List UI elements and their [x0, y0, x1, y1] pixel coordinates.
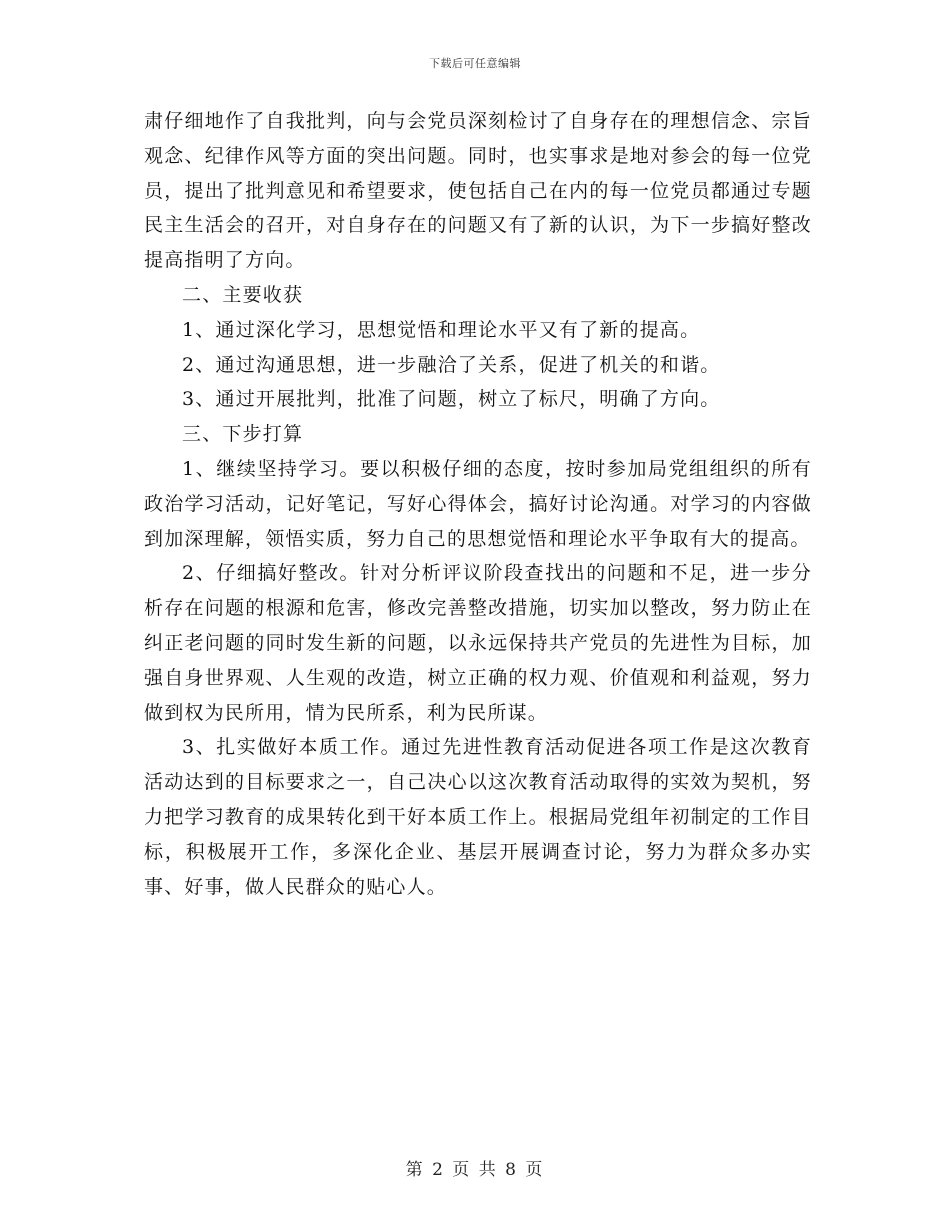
document-body [144, 104, 812, 904]
body-paragraph-continuation: 肃仔细地作了自我批判，向与会党员深刻检讨了自身存在的理想信念、宗旨观念、纪律作风等方面的突出问题。同时，也实事求是地对参会的每一位党员，提出了批判意见和希望要求，使包括自己在内的每一位党员都通过专题民主生活会的召开，对自身存在的问题又有了新的认识，为下一步搞好整改提高指明了方向。 [144, 110, 812, 272]
page-header-note: 下载后可任意编辑 [429, 57, 521, 70]
gain-item-3: 3、通过开展批判，批准了问题，树立了标尺，明确了方向。 [182, 388, 721, 411]
page-footer [0, 1155, 950, 1180]
page-number-label: 第 2 页 共 8 页 [405, 1160, 545, 1180]
section-heading-main-gains: 二、主要收获 [182, 283, 304, 306]
section-heading-next-steps: 三、下步打算 [182, 423, 304, 446]
gain-item-1: 1、通过深化学习，思想觉悟和理论水平又有了新的提高。 [182, 318, 701, 341]
plan-item-3: 3、扎实做好本质工作。通过先进性教育活动促进各项工作是这次教育活动达到的目标要求之一，自己决心以这次教育活动取得的实效为契机，努力把学习教育的成果转化到干好本质工作上。根据局党组年初制定的工作目标，积极展开工作，多深化企业、基层开展调查讨论，努力为群众多办实事、好事，做人民群众的贴心人。 [144, 736, 812, 898]
plan-item-1: 1、继续坚持学习。要以积极仔细的态度，按时参加局党组组织的所有政治学习活动，记好笔记，写好心得体会，搞好讨论沟通。对学习的内容做到加深理解，领悟实质，努力自己的思想觉悟和理论水平争取有大的提高。 [144, 457, 812, 550]
gain-item-2: 2、通过沟通思想，进一步融洽了关系，促进了机关的和谐。 [182, 353, 721, 376]
plan-item-2: 2、仔细搞好整改。针对分析评议阶段查找出的问题和不足，进一步分析存在问题的根源和危害，修改完善整改措施，切实加以整改，努力防止在纠正老问题的同时发生新的问题，以永远保持共产党员的先进性为目标，加强自身世界观、人生观的改造，树立正确的权力观、价值观和利益观，努力做到权为民所用，情为民所系，利为民所谋。 [144, 562, 812, 724]
